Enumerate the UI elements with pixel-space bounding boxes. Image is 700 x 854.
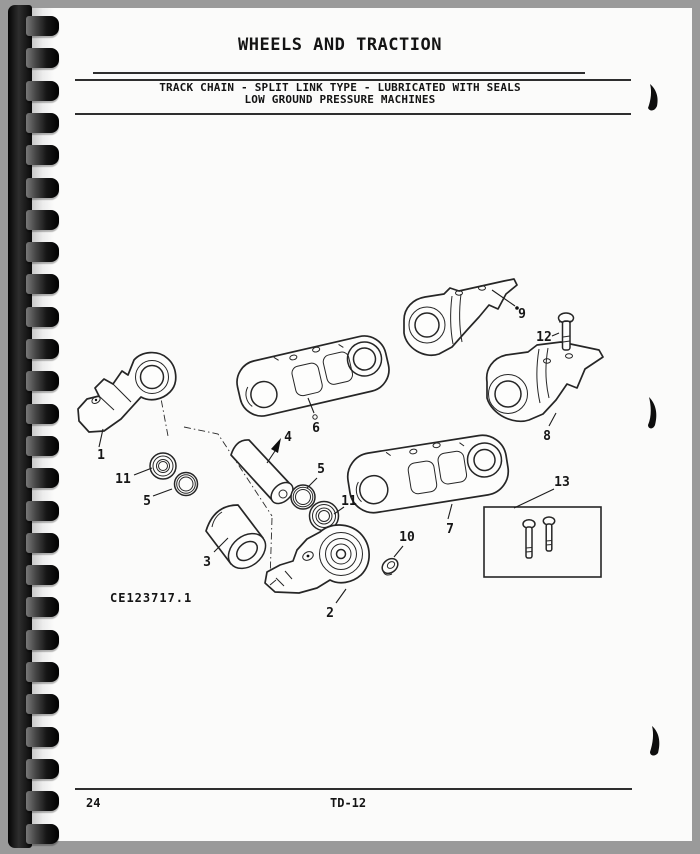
part-7-chain-link-drawing bbox=[344, 432, 511, 516]
callout-11: 11 bbox=[115, 472, 131, 487]
footer-model-code: TD-12 bbox=[330, 796, 367, 810]
callout-11b: 11 bbox=[341, 494, 357, 509]
page-number: 24 bbox=[86, 796, 101, 810]
callout-4: 4 bbox=[284, 430, 292, 445]
callout-5: 5 bbox=[143, 494, 151, 509]
figure-code: CE123717.1 bbox=[110, 591, 193, 605]
callout-13: 13 bbox=[554, 475, 570, 490]
page-subtitle-line1: TRACK CHAIN - SPLIT LINK TYPE - LUBRICATED WITH SEALS bbox=[159, 81, 521, 94]
part-3-bushing-drawing bbox=[206, 505, 272, 576]
callout-5b: 5 bbox=[317, 462, 325, 477]
footer-rule bbox=[75, 788, 632, 790]
callout-8: 8 bbox=[543, 429, 551, 444]
callout-7: 7 bbox=[446, 522, 454, 537]
part-6-chain-link-drawing bbox=[233, 332, 394, 421]
part-5-seal-center-drawing bbox=[291, 485, 315, 509]
part-4-pin-drawing bbox=[231, 440, 297, 508]
callout-1: 1 bbox=[97, 448, 105, 463]
callout-2: 2 bbox=[326, 606, 334, 621]
callout-6: 6 bbox=[312, 421, 320, 436]
part-11-seal-drawing bbox=[150, 453, 176, 479]
callout-9: 9 bbox=[518, 307, 526, 322]
page-subtitle-line2: LOW GROUND PRESSURE MACHINES bbox=[244, 93, 436, 106]
page-edge-marks bbox=[648, 84, 659, 756]
part-5-seal-drawing bbox=[175, 473, 198, 496]
part-1-master-link-drawing bbox=[78, 353, 176, 432]
part-2-master-link-drawing bbox=[265, 525, 369, 593]
callout-12: 12 bbox=[536, 330, 552, 345]
part-10-plug-drawing bbox=[379, 556, 400, 577]
part-9-master-link-drawing bbox=[404, 279, 517, 355]
section-title: WHEELS AND TRACTION bbox=[238, 35, 442, 55]
part-8-master-link-drawing bbox=[487, 342, 603, 421]
callout-10: 10 bbox=[399, 530, 415, 545]
callout-3: 3 bbox=[203, 555, 211, 570]
part-13-hardware-box-drawing bbox=[484, 507, 601, 577]
